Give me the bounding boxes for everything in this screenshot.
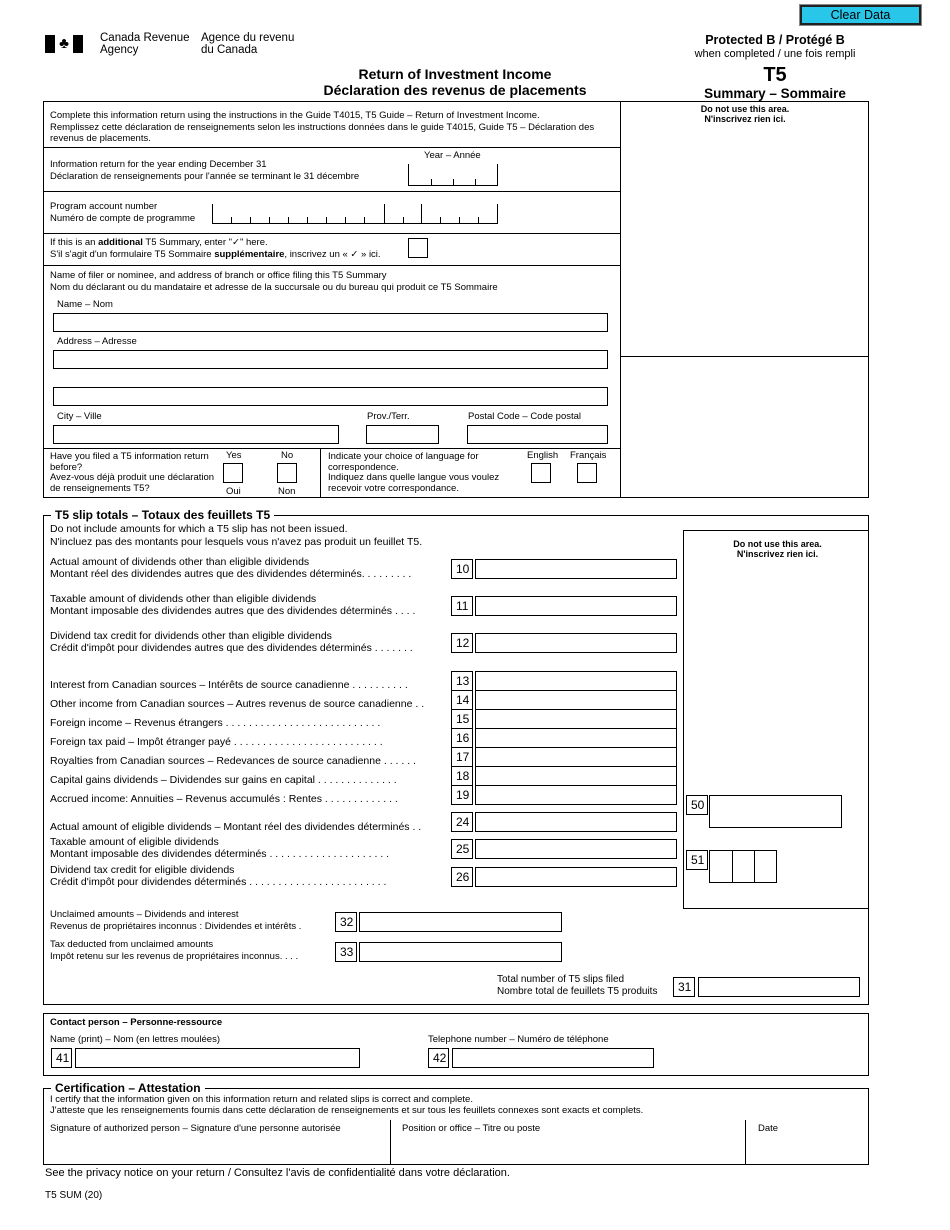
row-26-label: Dividend tax credit for eligible dividends Crédit d'impôt pour dividendes déterminés . . . . . . . . . . . . . . . . . . . . . . . . bbox=[50, 864, 387, 888]
box-15-number: 15 bbox=[451, 709, 473, 729]
box-15-field[interactable] bbox=[475, 709, 677, 729]
box-11-number: 11 bbox=[451, 596, 473, 616]
program-account-input[interactable] bbox=[212, 204, 498, 224]
box-50-number: 50 bbox=[686, 795, 708, 815]
unclaimed-label: Unclaimed amounts – Dividends and interest Revenus de propriétaires inconnus : Dividendes et intérêts . bbox=[50, 909, 302, 932]
total-slips-label: Total number of T5 slips filed Nombre total de feuillets T5 produits bbox=[497, 974, 658, 997]
form-id: T5 SUM (20) bbox=[45, 1190, 103, 1201]
filed-before-no-checkbox[interactable] bbox=[277, 463, 297, 483]
date-field[interactable] bbox=[750, 1138, 865, 1163]
box-26-number: 26 bbox=[451, 867, 473, 887]
no-label: No bbox=[281, 450, 294, 461]
box-51-field[interactable] bbox=[709, 850, 777, 883]
filer-name-input[interactable] bbox=[53, 313, 608, 332]
non-label: Non bbox=[278, 486, 296, 497]
certification-title: Certification – Attestation bbox=[51, 1081, 205, 1095]
city-label: City – Ville bbox=[57, 411, 102, 422]
francais-label: Français bbox=[570, 450, 607, 461]
box-12-field[interactable] bbox=[475, 633, 677, 653]
do-not-use-text-totals: Do not use this area. N'inscrivez rien ici. bbox=[733, 539, 822, 559]
box-18-number: 18 bbox=[451, 766, 473, 786]
contact-title: Contact person – Personne-ressource bbox=[50, 1017, 223, 1028]
row-16-label: Foreign tax paid – Impôt étranger payé . . . . . . . . . . . . . . . . . . . . . . . . . . bbox=[50, 737, 383, 748]
box-33-field[interactable] bbox=[359, 942, 562, 962]
canada-flag-icon: ♣ bbox=[45, 35, 83, 53]
slip-totals-note: Do not include amounts for which a T5 slip has not been issued. N'incluez pas des montants pour lesquels vous n'avez pas produit un feuillet T5. bbox=[50, 523, 423, 548]
box-25-field[interactable] bbox=[475, 839, 677, 859]
box-13-field[interactable] bbox=[475, 671, 677, 691]
box-25-number: 25 bbox=[451, 839, 473, 859]
contact-name-label: Name (print) – Nom (en lettres moulées) bbox=[50, 1034, 220, 1045]
filed-before-text: Have you filed a T5 information return before? Avez-vous déjà produit une déclaration de renseignements T5? bbox=[50, 451, 215, 494]
row-14-label: Other income from Canadian sources – Autres revenus de source canadienne . . bbox=[50, 699, 425, 710]
protected-note: when completed / une fois rempli bbox=[694, 48, 856, 60]
slip-totals-title: T5 slip totals – Totaux des feuillets T5 bbox=[51, 508, 274, 522]
additional-text: If this is an additional T5 Summary, enter "✓" here. S'il s'agit d'un formulaire T5 Sommaire supplémentaire, inscrivez un « ✓ » ici. bbox=[50, 237, 381, 260]
account-text: Program account number Numéro de compte de programme bbox=[50, 201, 196, 224]
box-42-number: 42 bbox=[428, 1048, 449, 1068]
box-17-number: 17 bbox=[451, 747, 473, 767]
box-19-number: 19 bbox=[451, 785, 473, 805]
box-18-field[interactable] bbox=[475, 766, 677, 786]
box-41-number: 41 bbox=[51, 1048, 72, 1068]
row-10-label: Actual amount of dividends other than eligible dividends Montant réel des dividendes autres que des dividendes déterminés. . . . . . . . . bbox=[50, 556, 412, 580]
city-input[interactable] bbox=[53, 425, 339, 444]
box-32-field[interactable] bbox=[359, 912, 562, 932]
box-17-field[interactable] bbox=[475, 747, 677, 767]
date-label: Date bbox=[758, 1123, 779, 1134]
intro-text: Complete this information return using the instructions in the Guide T4015, T5 Guide – Return of Investment Income. Remplissez cette déclaration de renseignements selon les instructions données dans le guide T4015, Guide T5 – Déclaration des revenus de placements. bbox=[50, 110, 595, 144]
row-13-label: Interest from Canadian sources – Intérêts de source canadienne . . . . . . . . . . bbox=[50, 680, 408, 691]
page-title: Return of Investment Income Déclaration des revenus de placements bbox=[323, 66, 587, 98]
signature-label: Signature of authorized person – Signature d'une personne autorisée bbox=[50, 1123, 341, 1134]
address-label: Address – Adresse bbox=[57, 336, 137, 347]
protected-label: Protected B / Protégé B bbox=[705, 33, 845, 47]
agency-name-fr: Agence du revenu du Canada bbox=[201, 32, 295, 56]
row-11-label: Taxable amount of dividends other than eligible dividends Montant imposable des dividendes autres que des dividendes déterminés . . . . bbox=[50, 593, 416, 617]
row-24-label: Actual amount of eligible dividends – Montant réel des dividendes déterminés . . bbox=[50, 822, 422, 833]
francais-checkbox[interactable] bbox=[577, 463, 597, 483]
prov-label: Prov./Terr. bbox=[367, 411, 410, 422]
prov-input[interactable] bbox=[366, 425, 439, 444]
box-26-field[interactable] bbox=[475, 867, 677, 887]
form-code: T5 bbox=[763, 64, 787, 86]
row-25-label: Taxable amount of eligible dividends Montant imposable des dividendes déterminés . . . . . . . . . . . . . . . . . . . . . bbox=[50, 836, 390, 860]
box-24-number: 24 bbox=[451, 812, 473, 832]
box-50-field[interactable] bbox=[709, 795, 842, 828]
position-field[interactable] bbox=[395, 1138, 740, 1163]
language-text: Indicate your choice of language for correspondence. Indiquez dans quelle langue vous voulez recevoir votre correspondance. bbox=[328, 451, 500, 494]
form-subtitle: Summary – Sommaire bbox=[704, 86, 846, 101]
row-19-label: Accrued income: Annuities – Revenus accumulés : Rentes . . . . . . . . . . . . . bbox=[50, 794, 398, 805]
box-14-number: 14 bbox=[451, 690, 473, 710]
box-13-number: 13 bbox=[451, 671, 473, 691]
row-15-label: Foreign income – Revenus étrangers . . . . . . . . . . . . . . . . . . . . . . . . . . . bbox=[50, 718, 381, 729]
address-line2-input[interactable] bbox=[53, 387, 608, 406]
privacy-notice: See the privacy notice on your return / Consultez l'avis de confidentialité dans votre déclaration. bbox=[45, 1167, 510, 1179]
postal-code-input[interactable] bbox=[467, 425, 608, 444]
oui-label: Oui bbox=[226, 486, 241, 497]
box-19-field[interactable] bbox=[475, 785, 677, 805]
box-16-number: 16 bbox=[451, 728, 473, 748]
tax-unclaimed-label: Tax deducted from unclaimed amounts Impôt retenu sur les revenus de propriétaires inconnus. . . . bbox=[50, 939, 299, 962]
row-17-label: Royalties from Canadian sources – Redevances de source canadienne . . . . . . bbox=[50, 756, 416, 767]
box-32-number: 32 bbox=[335, 912, 357, 932]
agency-name-en: Canada Revenue Agency bbox=[100, 32, 190, 56]
address-line1-input[interactable] bbox=[53, 350, 608, 369]
row-12-label: Dividend tax credit for dividends other than eligible dividends Crédit d'impôt pour dividendes autres que des dividendes déterminés . . . . . . . bbox=[50, 630, 413, 654]
english-label: English bbox=[527, 450, 559, 461]
signature-field[interactable] bbox=[50, 1138, 385, 1163]
position-label: Position or office – Titre ou poste bbox=[402, 1123, 541, 1134]
box-33-number: 33 bbox=[335, 942, 357, 962]
english-checkbox[interactable] bbox=[531, 463, 551, 483]
phone-label: Telephone number – Numéro de téléphone bbox=[428, 1034, 609, 1045]
box-24-field[interactable] bbox=[475, 812, 677, 832]
box-14-field[interactable] bbox=[475, 690, 677, 710]
box-51-number: 51 bbox=[686, 850, 708, 870]
filer-text: Name of filer or nominee, and address of branch or office filing this T5 Summary Nom du déclarant ou du mandataire et adresse de la succursale ou du bureau qui produit ce T5 Sommaire bbox=[50, 270, 498, 293]
box-11-field[interactable] bbox=[475, 596, 677, 616]
box-16-field[interactable] bbox=[475, 728, 677, 748]
phone-input[interactable] bbox=[452, 1048, 654, 1068]
box-31-number: 31 bbox=[673, 977, 695, 997]
yes-label: Yes bbox=[226, 450, 242, 461]
year-label: Year – Année bbox=[424, 150, 481, 161]
contact-name-input[interactable] bbox=[75, 1048, 360, 1068]
additional-summary-checkbox[interactable] bbox=[408, 238, 428, 258]
do-not-use-area-top: Do not use this area. N'inscrivez rien ici. bbox=[700, 104, 790, 124]
box-31-field[interactable] bbox=[698, 977, 860, 997]
row-18-label: Capital gains dividends – Dividendes sur gains en capital . . . . . . . . . . . . . . bbox=[50, 775, 397, 786]
box-10-number: 10 bbox=[451, 559, 473, 579]
certification-text: I certify that the information given on this information return and related slips is correct and complete. J'atteste que les renseignements fournis dans cette déclaration de renseignements et sur tous les feuillets connexes sont exacts et complets. bbox=[50, 1094, 644, 1116]
postal-label: Postal Code – Code postal bbox=[468, 411, 582, 422]
clear-data-button[interactable]: Clear Data bbox=[800, 5, 921, 25]
box-12-number: 12 bbox=[451, 633, 473, 653]
year-text: Information return for the year ending December 31 Déclaration de renseignements pour l'année se terminant le 31 décembre bbox=[50, 159, 360, 182]
filed-before-yes-checkbox[interactable] bbox=[223, 463, 243, 483]
box-10-field[interactable] bbox=[475, 559, 677, 579]
name-label: Name – Nom bbox=[57, 299, 113, 310]
